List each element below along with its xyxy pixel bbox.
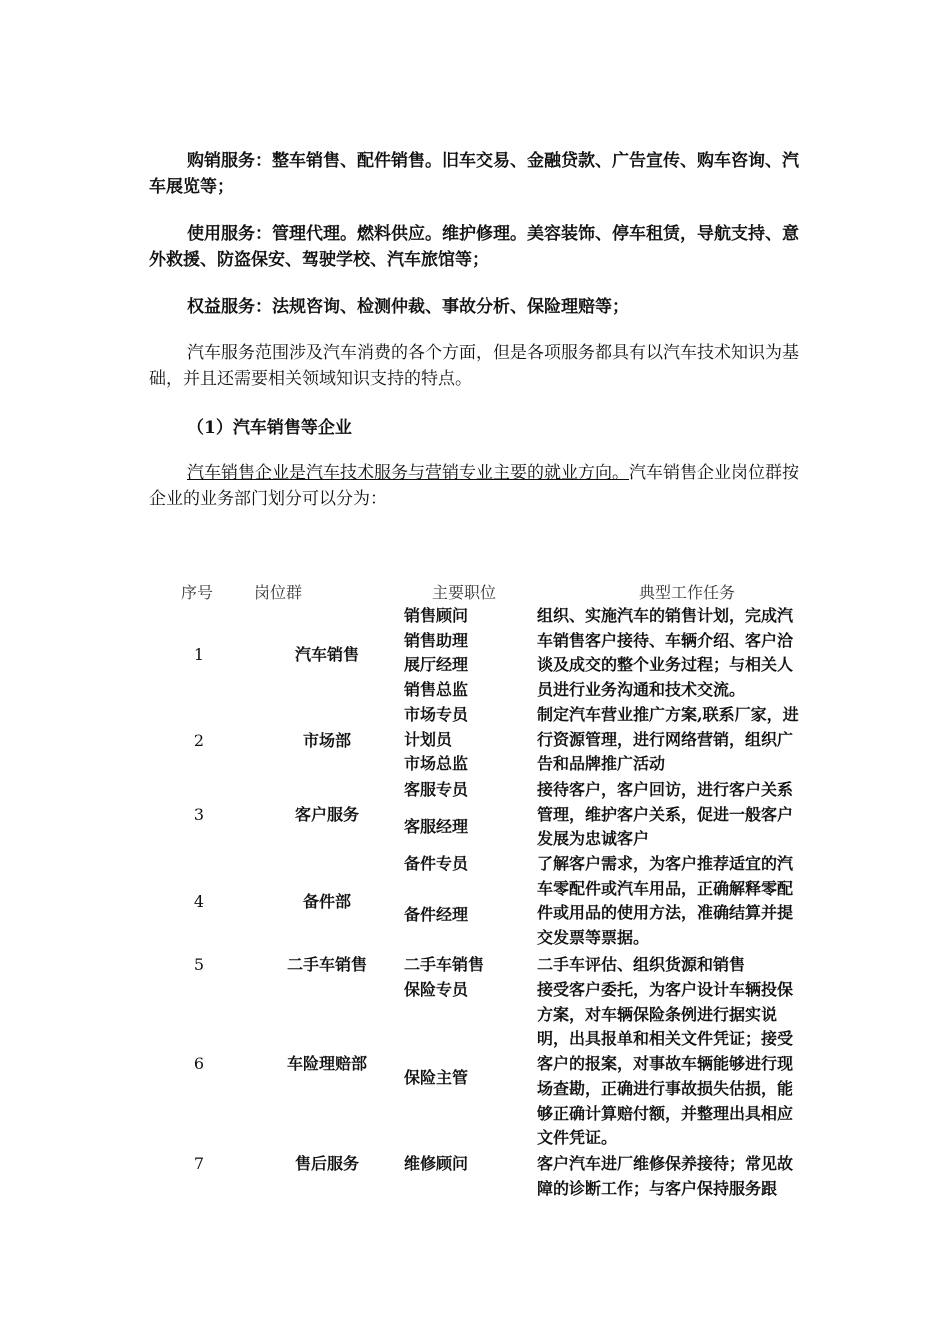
- task-line: 件或用品的使用方法，准确结算并提: [537, 903, 794, 923]
- paragraph-purchase-services: 购销服务：整车销售、配件销售。旧车交易、金融贷款、广告宣传、购车咨询、汽车展览等；: [149, 151, 799, 197]
- position-item: 维修顾问: [404, 1154, 469, 1173]
- task-line: 组织、实施汽车的销售计划，完成汽: [537, 606, 794, 625]
- row-6-num: 6: [193, 1054, 205, 1073]
- position-item: 销售顾问: [404, 606, 469, 625]
- row-3-positions: [404, 778, 524, 839]
- position-item: 销售总监: [404, 680, 469, 700]
- position-item: 备件专员: [404, 854, 469, 873]
- row-4-positions: [404, 852, 524, 927]
- task-line: 管理，维护客户关系，促进一般客户: [537, 804, 794, 824]
- task-line: 了解客户需求，为客户推荐适宜的汽: [537, 854, 794, 873]
- task-line: 制定汽车营业推广方案,联系厂家，进: [537, 705, 799, 724]
- header-group: 岗位群: [254, 583, 303, 602]
- row-5-group: 二手车销售: [286, 955, 367, 974]
- row-2-tasks: [537, 703, 857, 777]
- row-3-group: 客户服务: [294, 805, 359, 824]
- position-item: 展厅经理: [404, 655, 469, 675]
- position-item: 客服专员: [404, 780, 469, 799]
- row-1-num: 1: [193, 645, 205, 664]
- row-4-num: 4: [193, 892, 205, 911]
- row-3-num: 3: [193, 805, 205, 824]
- underlined-sentence: 汽车销售企业是汽车技术服务与营销专业主要的就业方向。: [187, 463, 629, 483]
- task-line: 明，出具报单和相关文件凭证；接受: [537, 1029, 794, 1049]
- task-line: 客户的报案，对事故车辆能够进行现: [537, 1054, 794, 1074]
- task-line: 发展为忠诚客户: [537, 829, 650, 849]
- task-line: 行资源管理，进行网络营销，组织广: [537, 729, 794, 749]
- row-7-group: 售后服务: [294, 1154, 359, 1173]
- row-2-group: 市场部: [302, 731, 351, 750]
- position-item: 销售助理: [404, 630, 469, 650]
- section-heading: （1）汽车销售等企业: [187, 418, 352, 438]
- row-5-positions: [404, 953, 524, 978]
- task-line: 场查勘，正确进行事故损失估损，能: [537, 1078, 794, 1098]
- row-7-positions: [404, 1152, 524, 1177]
- row-1-tasks: [537, 604, 857, 703]
- paragraph-usage-services: 使用服务：管理代理。燃料供应。维护修理。美容装饰、停车租赁，导航支持、意外救援、防盗保安、驾驶学校、汽车旅馆等；: [149, 224, 799, 270]
- task-line: 员进行业务沟通和技术交流。: [537, 680, 746, 700]
- row-6-positions: [404, 978, 524, 1090]
- paragraph-sales-enterprise: [149, 460, 809, 512]
- position-item: 市场专员: [404, 705, 469, 724]
- task-line: 客户汽车进厂维修保养接待；常见故: [537, 1154, 794, 1173]
- task-line: 车零配件或汽车用品，正确解释零配: [537, 878, 794, 898]
- task-line: 车销售客户接待、车辆介绍、客户洽: [537, 630, 794, 650]
- position-item: 客服经理: [404, 816, 469, 836]
- task-line: 谈及成交的整个业务过程；与相关人: [537, 655, 794, 675]
- row-2-num: 2: [193, 731, 205, 750]
- row-6-group: 车险理赔部: [286, 1054, 367, 1073]
- task-line: 接待客户，客户回访，进行客户关系: [537, 780, 794, 799]
- task-line: 告和品牌推广活动: [537, 754, 666, 774]
- row-7-tasks: [537, 1152, 857, 1201]
- paragraph-rights-services: 权益服务：法规咨询、检测仲裁、事故分析、保险理赔等；: [187, 297, 629, 317]
- task-line: 文件凭证。: [537, 1128, 618, 1148]
- paragraph-service-scope: 汽车服务范围涉及汽车消费的各个方面，但是各项服务都具有以汽车技术知识为基础，并且还需要相关领域知识支持的特点。: [149, 343, 799, 389]
- header-positions: 主要职位: [432, 583, 497, 602]
- task-line: 接受客户委托，为客户设计车辆投保: [537, 980, 794, 999]
- task-line: 方案，对车辆保险条例进行据实说: [537, 1004, 778, 1024]
- position-item: 二手车销售: [404, 955, 485, 974]
- task-line: 交发票等票据。: [537, 928, 650, 948]
- row-7-num: 7: [193, 1154, 205, 1173]
- row-5-num: 5: [193, 955, 205, 974]
- position-item: 计划员: [404, 729, 453, 749]
- position-item: 保险专员: [404, 980, 469, 999]
- position-item: 备件经理: [404, 904, 469, 924]
- task-line: 够正确计算赔付额，并整理出具相应: [537, 1103, 794, 1123]
- row-4-tasks: [537, 852, 857, 951]
- row-4-group: 备件部: [302, 892, 351, 911]
- row-1-positions: [404, 604, 524, 703]
- sentence-rest: 汽车销售企业岗位群按企业的业务部门划分可以分为：: [149, 463, 799, 509]
- header-tasks: 典型工作任务: [639, 583, 736, 602]
- row-6-tasks: [537, 978, 857, 1151]
- row-3-tasks: [537, 778, 857, 852]
- position-item: 保险主管: [404, 1067, 469, 1087]
- row-5-tasks: [537, 953, 857, 978]
- position-item: 市场总监: [404, 754, 469, 774]
- row-2-positions: [404, 703, 524, 777]
- task-line: 障的诊断工作；与客户保持服务跟: [537, 1178, 778, 1198]
- row-1-group: 汽车销售: [294, 645, 359, 664]
- task-line: 二手车评估、组织货源和销售: [537, 955, 746, 974]
- header-num: 序号: [181, 583, 214, 602]
